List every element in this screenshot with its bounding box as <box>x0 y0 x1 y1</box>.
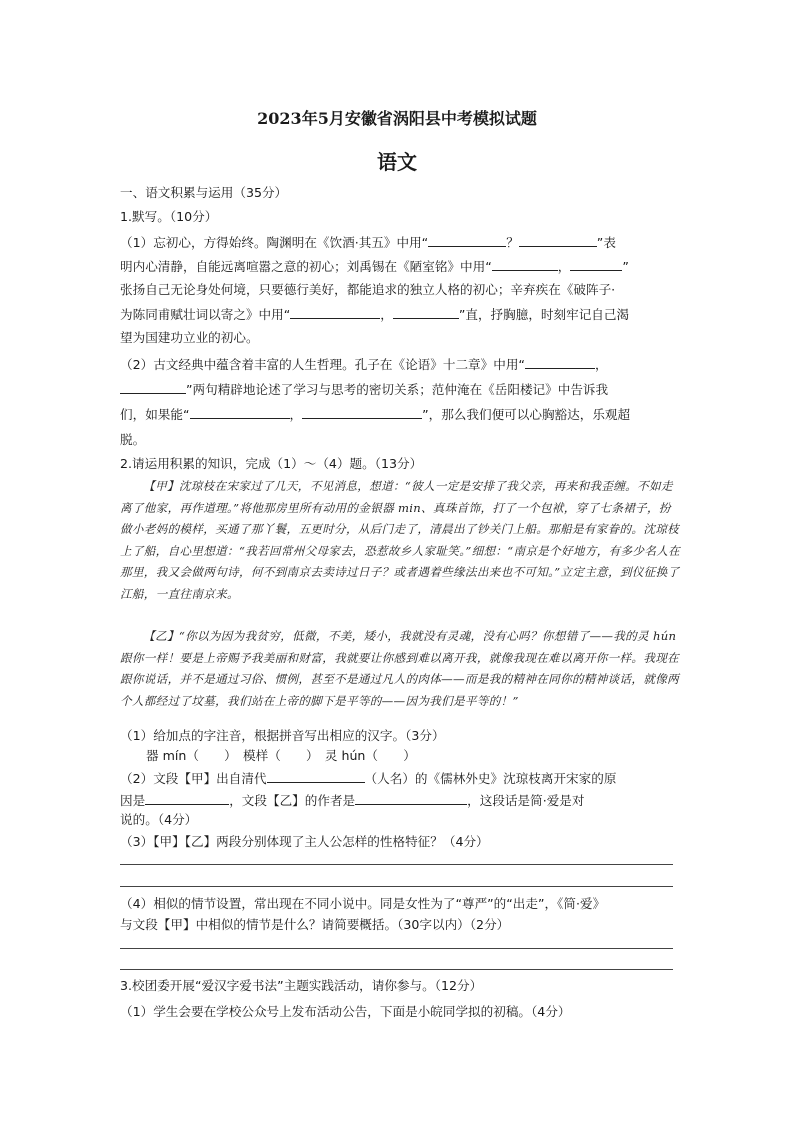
q1-p2-text-a: （2）古文经典中蕴含着丰富的人生哲理。孔子在《论语》十二章》中用“ <box>120 357 525 372</box>
answer-blank[interactable] <box>570 256 622 271</box>
section-heading: 一、语文积累与运用（35分） <box>120 185 288 200</box>
answer-line[interactable] <box>120 864 673 865</box>
q1-p1-text-b: ？ <box>506 235 519 250</box>
q1-p1-line5: 望为国建功立业的初心。 <box>120 330 259 345</box>
q1-p1-close: ” <box>622 259 629 274</box>
q2-sub2-text-a: （2）文段【甲】出自清代 <box>120 771 267 786</box>
answer-blank[interactable] <box>145 790 229 805</box>
q2-sub4-line1: （4）相似的情节设置，常出现在不同小说中。同是女性为了“尊严”的“出走”，《简·爱》 <box>120 896 606 911</box>
answer-blank[interactable] <box>393 304 459 319</box>
answer-line[interactable] <box>120 886 673 887</box>
q1-p1-text-a: （1）忘初心，方得始终。陶渊明在《饮酒·其五》中用“ <box>120 235 429 250</box>
q2-sub2-text-line2c: ，这段话是简·爱是对 <box>467 793 585 808</box>
q1-p2-comma: ， <box>594 357 608 372</box>
q1-p2-text-line3a: 们，如果能“ <box>120 407 190 422</box>
q1-p1-line1 <box>120 232 616 253</box>
q2-sub1: （1）给加点的字注音，根据拼音写出相应的汉字。（3分） <box>120 728 445 743</box>
answer-blank[interactable] <box>267 768 365 783</box>
q1-p1-text-line4b: ， <box>380 307 393 322</box>
answer-blank[interactable] <box>290 304 380 319</box>
q1-p2-line2 <box>120 379 608 400</box>
subject-title: 语文 <box>377 150 417 174</box>
answer-blank[interactable] <box>492 256 558 271</box>
q1-p2-text-line3b: ， <box>289 407 303 422</box>
q1-p1-text-c: ”表 <box>596 235 616 250</box>
answer-blank[interactable] <box>428 232 506 247</box>
q2-sub2-text-line2a: 因是 <box>120 793 146 808</box>
q2-sub4-line2: 与文段【甲】中相似的情节是什么？请简要概括。（30字以内）（2分） <box>120 917 510 932</box>
answer-line[interactable] <box>120 948 673 949</box>
answer-line[interactable] <box>120 969 673 970</box>
answer-blank[interactable] <box>120 379 186 394</box>
q1-p1-text-line2: 明内心清静，自能远离喧嚣之意的初心；刘禹锡在《陋室铭》中用“ <box>120 259 492 274</box>
q1-p1-line3: 张扬自己无论身处何境，只要德行美好，都能追求的独立人格的初心；辛弃疾在《破阵子· <box>120 282 616 297</box>
q1-p1-text-line4c: ”直，抒胸臆，时刻牢记自己渴 <box>458 307 630 322</box>
q2-sub3: （3）【甲】【乙】两段分别体现了主人公怎样的性格特征？（4分） <box>120 834 489 849</box>
q1-p1-comma: ， <box>557 259 571 274</box>
q2-sub2-line2 <box>120 790 584 811</box>
q3-sub1: （1）学生会要在学校公众号上发布活动公告，下面是小皖同学拟的初稿。（4分） <box>120 1004 571 1019</box>
passage-yi: 【乙】“你以为因为我贫穷，低微，不美，矮小，我就没有灵魂，没有心吗？你想错了——我的灵 hún 跟你一样！要是上帝赐予我美丽和财富，我就要让你感到难以离开我，就像我现在难以离开你一样。我现在跟你说话，并不是通过习俗、惯例，甚至不是通过凡人的肉体——而是我的精神在同你的精神谈话，就像两个人都经过了坟墓，我们站在上帝的脚下是平等的——因为我们是平等的！” <box>120 629 680 708</box>
q1-p1-text-line4a: 为陈同甫赋壮词以寄之》中用“ <box>120 307 291 322</box>
q1-p1-line2 <box>120 256 629 277</box>
q2-heading: 2.请运用积累的知识，完成（1）～（4）题。（13分） <box>120 456 423 471</box>
q2-sub2-text-line2b: ，文段【乙】的作者是 <box>229 793 356 808</box>
answer-blank[interactable] <box>355 790 467 805</box>
q1-heading: 1.默写。（10分） <box>120 209 218 224</box>
q1-p2-text-line2: ”两句精辟地论述了学习与思考的密切关系；范仲淹在《岳阳楼记》中告诉我 <box>186 382 609 397</box>
q2-sub1-items: 器 mín（ ） 模样（ ） 灵 hún（ ） <box>146 748 416 763</box>
q2-sub2-text-b: （人名）的《儒林外史》沈琼枝离开宋家的原 <box>364 771 617 786</box>
q1-p2-line3 <box>120 404 630 425</box>
q1-p2-line1 <box>120 354 608 375</box>
q2-sub2-line3: 说的。（4分） <box>120 812 198 827</box>
passage-jia: 【甲】沈琼枝在宋家过了几天，不见消息，想道：“彼人一定是安排了我父亲，再来和我歪缠。不如走离了他家，再作道理。”将他那房里所有动用的金银器 min、真珠首饰，打了一个包袱，穿了七条裙子，扮做小老妈的模样，买通了那丫鬟，五更时分，从后门走了，清晨出了钞关门上船。那船是有家眷的。沈琼枝上了船，自心里想道：“我若回常州父母家去，恐惹故乡人家耻笑。”细想：“南京是个好地方，有多少名人在那里，我又会做两句诗，何不到南京去卖诗过日子？或者遇着些缘法出来也不可知。”立定主意，到仪征换了江船，一直往南京来。 <box>120 479 680 601</box>
q2-sub2-line1 <box>120 768 616 789</box>
q3-heading: 3.校团委开展“爱汉字爱书法”主题实践活动，请你参与。（12分） <box>120 978 483 993</box>
q1-p2-line4: 脱。 <box>120 432 146 447</box>
q1-p1-line4 <box>120 304 629 325</box>
q1-p2-text-line3c: ”，那么我们便可以心胸豁达，乐观超 <box>422 407 631 422</box>
answer-blank[interactable] <box>519 232 597 247</box>
answer-blank[interactable] <box>302 404 422 419</box>
answer-blank[interactable] <box>190 404 290 419</box>
exam-title: 2023年5月安徽省涡阳县中考模拟试题 <box>257 109 537 128</box>
answer-blank[interactable] <box>525 354 595 369</box>
